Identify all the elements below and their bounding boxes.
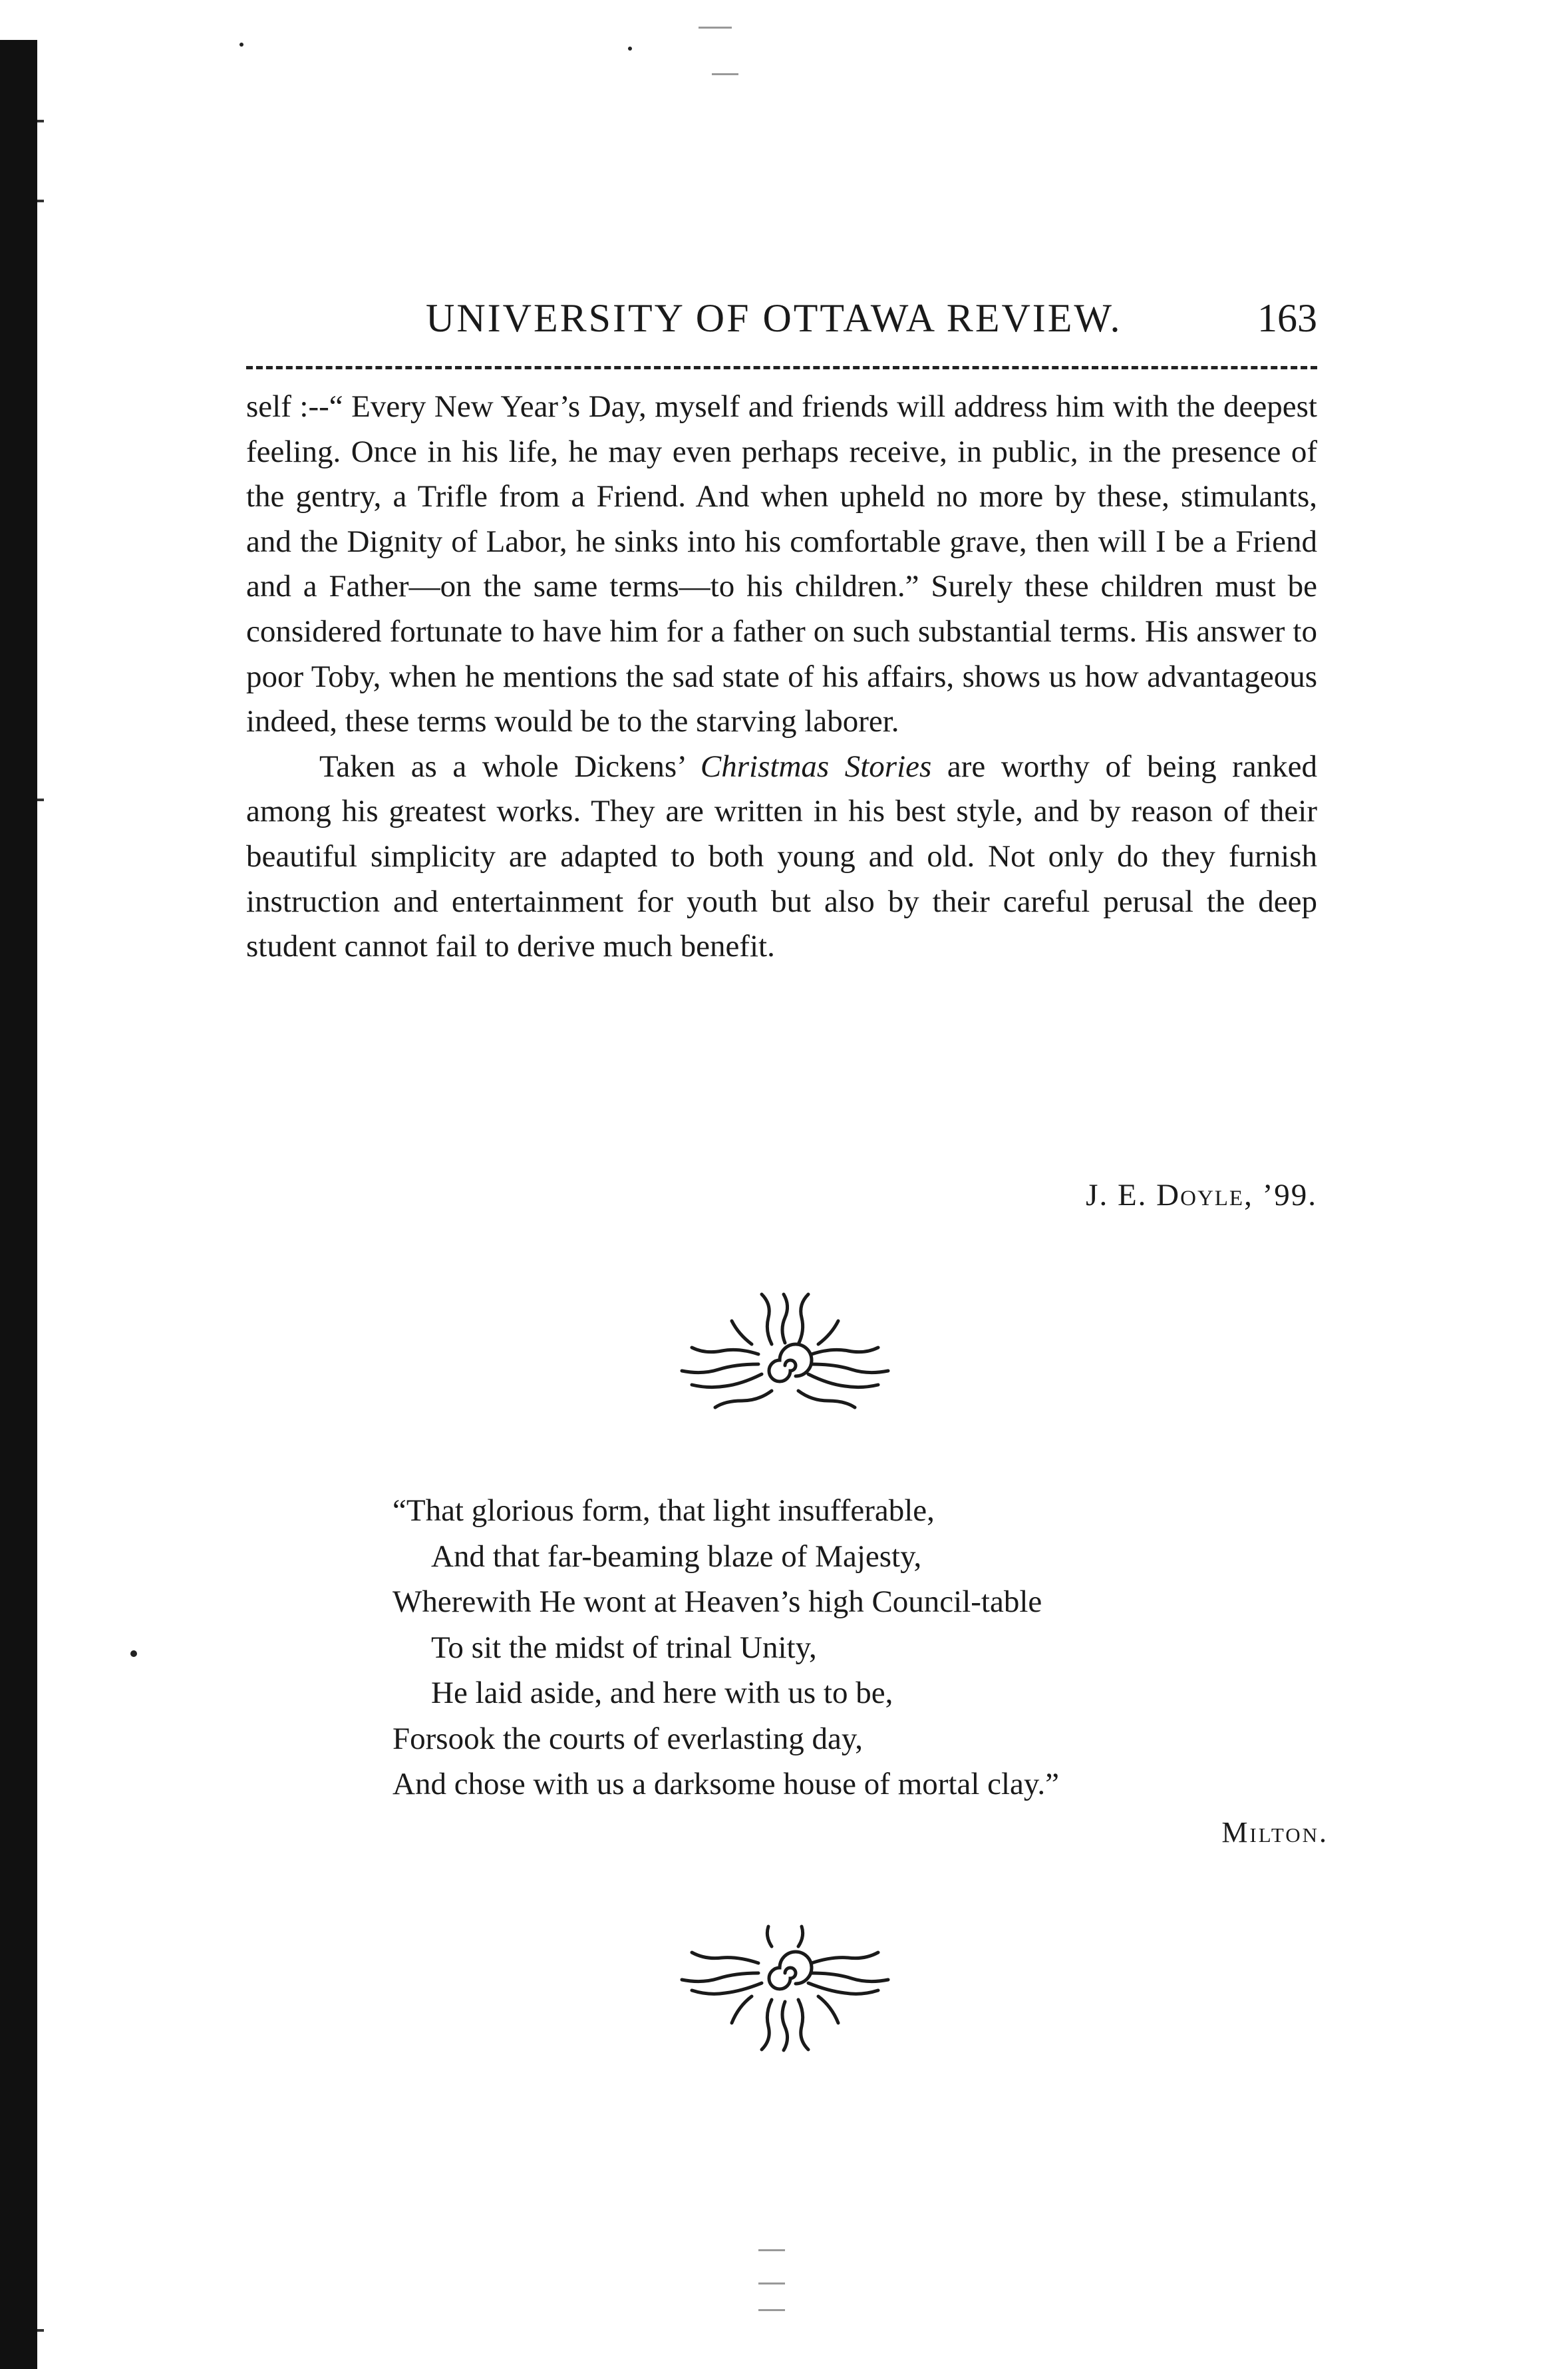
author-signature: J. E. Doyle, ’99.: [1086, 1178, 1317, 1212]
scan-mark: [37, 120, 44, 122]
poem-line: Wherewith He wont at Heaven’s high Council-table: [392, 1584, 1042, 1619]
scan-mark: [37, 200, 44, 202]
paragraph-text: are worthy of being ranked among his greatest works. They are written in his best style, and by reason of their beautiful simplicity are adapted to both young and old. Not only do they furnish instruction and entertainment for youth but also by their careful perusal the deep student cannot fail to derive much benefit.: [246, 749, 1318, 964]
scan-smudge: [758, 2309, 785, 2311]
poem-attribution: Milton.: [1221, 1816, 1329, 1849]
sun-spiral-ornament: [672, 1910, 898, 2063]
scan-smudge: [758, 2282, 785, 2284]
poem-line: He laid aside, and here with us to be,: [431, 1676, 893, 1710]
poem: [392, 1488, 1324, 1807]
scan-smudge: [758, 2249, 785, 2251]
poem-line: And chose with us a darksome house of mortal clay.”: [392, 1767, 1059, 1801]
header-rule: [246, 366, 1317, 369]
scan-speck: [628, 47, 632, 51]
poem-line: And that far-beaming blaze of Majesty,: [431, 1539, 922, 1574]
scan-smudge: [699, 27, 732, 29]
sun-spiral-ornament: [672, 1291, 898, 1437]
poem-line: To sit the midst of trinal Unity,: [431, 1630, 817, 1665]
paragraph: self :--“ Every New Year’s Day, myself and friends will address him with the deepest feeling. Once in his life, he may even perhaps receive, in public, in the presence of the gentry, a Trifle from a Friend. And when upheld no more by these, stimulants, and the Dignity of Labor, he sinks into his comfortable grave, then will I be a Friend and a Father—on the same terms—to his children.” Surely these children must be considered fortunate to have him for a father on such substantial terms. His answer to poor Toby, when he mentions the sad state of his affairs, shows us how advantageous indeed, these terms would be to the starving laborer.: [246, 389, 1317, 739]
journal-title: UNIVERSITY OF OTTAWA REVIEW.: [426, 296, 1122, 340]
poem-line: Forsook the courts of everlasting day,: [392, 1721, 863, 1756]
paragraph: [246, 745, 1317, 970]
paragraph-text: Taken as a whole Dickens’: [319, 749, 701, 784]
book-title: Christmas Stories: [700, 749, 932, 784]
scan-speck: [130, 1650, 137, 1657]
scan-mark: [37, 2329, 44, 2332]
scan-mark: [37, 799, 44, 801]
running-head: [246, 291, 1317, 345]
page-number: 163: [1257, 296, 1317, 340]
poem-line: “That glorious form, that light insufferable,: [392, 1493, 935, 1528]
scan-smudge: [712, 73, 738, 75]
article-body: [246, 385, 1317, 970]
scan-binding-edge: [0, 40, 37, 2369]
scan-speck: [239, 43, 243, 47]
